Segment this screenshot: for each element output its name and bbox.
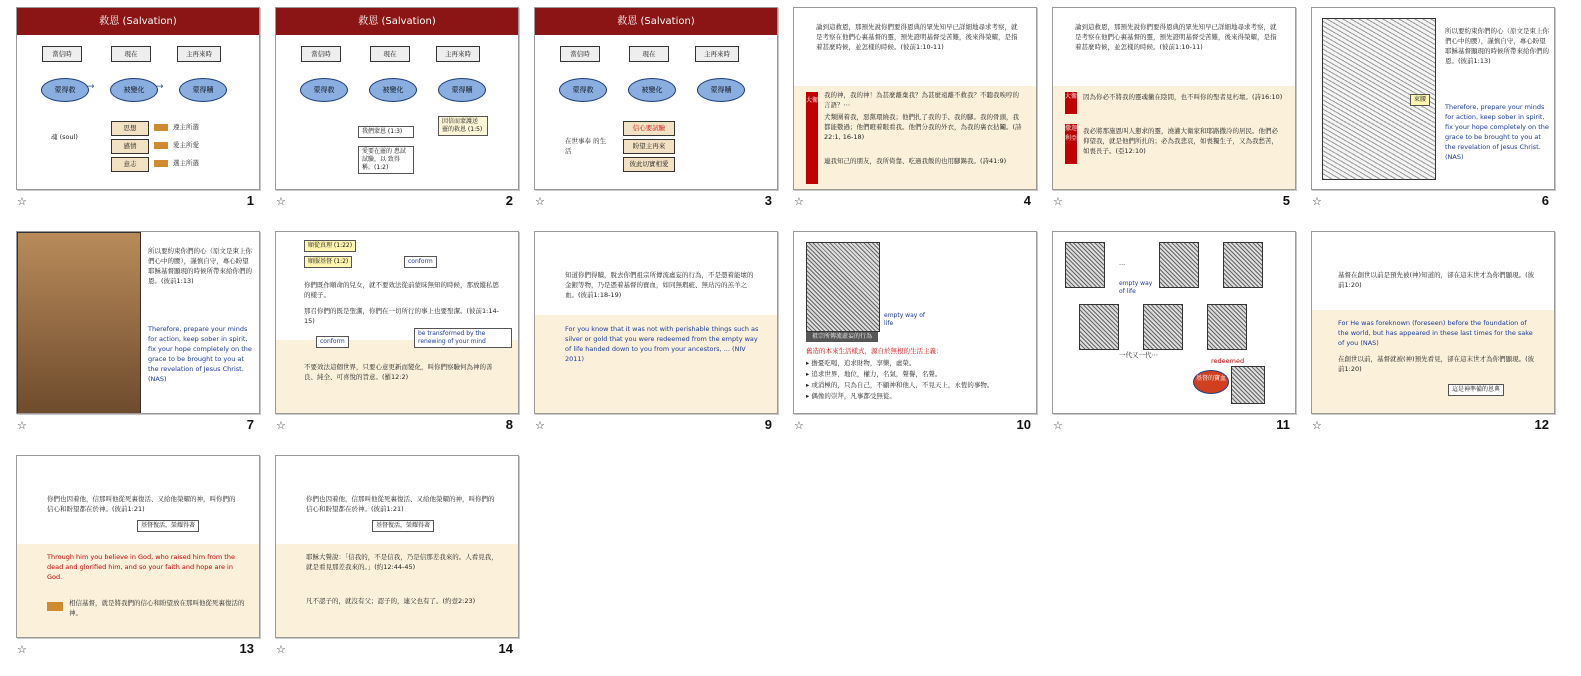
slide-4[interactable] <box>793 7 1037 190</box>
engraving-image <box>1079 304 1119 350</box>
engraving-image <box>1223 242 1263 288</box>
callout: 這是神準備的恩典 <box>1448 384 1504 396</box>
slide-7[interactable] <box>16 231 260 414</box>
top-text: 論到這救恩，那預先說你們要得恩典的眾先知早已詳細地尋求考察，就是考察在他們心裏基督的靈，預先證明基督受苦難，後來得榮耀，是指着甚麼時候，並怎樣的時候。(彼前1:10-11) <box>1075 23 1277 51</box>
redeemed-label: redeemed <box>1211 357 1245 365</box>
en-text: Therefore, prepare your minds for action, keep sober in spirit, fix your hope completely on the grace to be brought to you at the revelation of Jesus Christ. (NAS) <box>1445 103 1549 161</box>
bottom-text: 相信基督，就是將我們的信心和盼望放在那叫他從死裏復活的神。 <box>69 599 245 617</box>
stage-ellipse: 蒙得救 <box>559 78 607 102</box>
stage-ellipse: 被變化 <box>369 78 417 102</box>
slide-8[interactable] <box>275 231 519 414</box>
slide-thumb-3[interactable] <box>518 0 777 224</box>
stage-ellipse: 蒙得贖 <box>438 78 486 102</box>
callout: 基督復活，榮耀得著 <box>137 520 199 532</box>
zh-text: 在創世以前，基督就被(神)預先看見，卻在這末世才為你們顯現。(彼前1:20) <box>1338 355 1535 373</box>
slide-5[interactable] <box>1052 7 1296 190</box>
arrow-icon <box>47 602 63 611</box>
zh-text: 知道你們得贖，脫去你們祖宗所傳流虛妄的行為，不是憑着能壞的金銀等物，乃是憑着基督的寶血，如同無瑕疵、無玷污的羔羊之血。(彼前1:18-19) <box>565 271 754 299</box>
slide-title: 救恩 (Salvation) <box>535 8 777 35</box>
body-text: 你們既作順命的兒女，就不要效法從前蒙昧無知的時候，那放縱私慾的樣子。 <box>304 281 499 299</box>
stage-ellipse: 蒙得救 <box>41 78 89 102</box>
body-text: 不要效法這個世界，只要心意更新而變化，叫你們察驗何為神的善良、純全、可喜悅的旨意。(羅12:2) <box>304 363 493 381</box>
time-box: 當信時 <box>301 46 341 62</box>
slide-thumb-4[interactable] <box>777 0 1036 224</box>
star-icon[interactable]: ☆ <box>1312 419 1322 432</box>
engraving-image <box>1065 242 1105 288</box>
slide-12[interactable] <box>1311 231 1555 414</box>
bullet-text: 追求世界，地位，權力，名氣，聲譽，名聲。 <box>811 370 942 378</box>
slide-thumb-11[interactable] <box>1036 224 1295 448</box>
soul-part: 意志 <box>111 157 149 172</box>
slide-number: 4 <box>1023 193 1031 208</box>
en-text <box>47 552 242 582</box>
slide-9[interactable] <box>534 231 778 414</box>
bullet: ▸ 或消極的，只為自己，不顧神和他人，不見天上，永恆的事物。 <box>806 381 994 389</box>
arrow-icon <box>154 142 168 149</box>
soul-result: 愛主所愛 <box>173 141 199 149</box>
time-box: 現在 <box>111 46 151 62</box>
star-icon[interactable]: ☆ <box>1053 195 1063 208</box>
bullet-text: 偶像的崇拜，凡事都受無從。 <box>811 392 896 400</box>
slide-number: 10 <box>1016 417 1031 432</box>
slide-thumb-12[interactable] <box>1295 224 1554 448</box>
item-box: 彼此切實相愛 <box>623 157 675 172</box>
callout: 順服基督 (1:2) <box>304 256 352 268</box>
star-icon[interactable]: ☆ <box>17 643 27 656</box>
slide-1[interactable] <box>16 7 260 190</box>
slide-number: 5 <box>1282 193 1290 208</box>
callout: 因信而蒙護送 靈的救恩 (1:5) <box>438 116 488 136</box>
caption: empty way of life <box>1119 280 1153 295</box>
time-box: 主再來時 <box>177 46 221 62</box>
slide-thumb-13[interactable] <box>0 448 259 672</box>
soul-result: 遵主所選 <box>173 123 199 131</box>
slide-number: 2 <box>505 193 513 208</box>
slide-title: 救恩 (Salvation) <box>276 8 518 35</box>
zh-text: 你們也因着他，信那叫他從死裏復活、又給他榮耀的神，叫你們的信心和盼望都在於神。(彼前1:21) <box>306 495 495 513</box>
star-icon[interactable]: ☆ <box>17 419 27 432</box>
slide-13[interactable] <box>16 455 260 638</box>
slide-number: 8 <box>505 417 513 432</box>
caption-bar: 祖宗所傳流虛妄的行為 <box>806 332 878 342</box>
slide-number: 7 <box>246 417 254 432</box>
body-text: 耶穌大聲說：「信我的，不是信我，乃是信那差我來的。人看見我，就是看見那差我來的。」(約12:44-45) <box>306 553 498 571</box>
stage-ellipse: 蒙得贖 <box>697 78 745 102</box>
tag: 大衛 <box>1065 92 1077 114</box>
left-label: 在世事奉 的生活 <box>565 137 607 155</box>
star-icon[interactable]: ☆ <box>276 419 286 432</box>
slide-number: 3 <box>764 193 772 208</box>
star-icon[interactable]: ☆ <box>794 419 804 432</box>
arrow-icon <box>154 160 168 167</box>
arrow-icon <box>154 124 168 131</box>
soul-part: 感情 <box>111 139 149 154</box>
slide-thumb-9[interactable] <box>518 224 777 448</box>
slide-number: 1 <box>246 193 254 208</box>
slide-number: 9 <box>764 417 772 432</box>
engraving-image <box>1159 242 1199 288</box>
body-text: 那召你們的既是聖潔，你們在一切所行的事上也要聖潔。(彼前1:14-15) <box>304 307 499 325</box>
star-icon[interactable]: ☆ <box>1053 419 1063 432</box>
slide-thumb-7[interactable] <box>0 224 259 448</box>
slide-10[interactable] <box>793 231 1037 414</box>
callout: 基督復活，榮耀得著 <box>372 520 434 532</box>
slide-thumb-6[interactable] <box>1295 0 1554 224</box>
slide-thumb-14[interactable] <box>259 448 518 672</box>
slide-6[interactable] <box>1311 7 1555 190</box>
soul-label: 魂 (soul) <box>51 133 78 141</box>
time-box: 主再來時 <box>695 46 739 62</box>
en-text: For you know that it was not with perishable things such as silver or gold that you were redeemed from the empty way of life handed down to you from your ancestors, ... (NIV 2011) <box>565 325 759 363</box>
soul-result: 選主所選 <box>173 159 199 167</box>
star-icon[interactable]: ☆ <box>17 195 27 208</box>
time-box: 主再來時 <box>436 46 480 62</box>
engraving-image <box>806 242 880 332</box>
en-text: Therefore, prepare your minds for action, keep sober in spirit, fix your hope completely on the grace to be brought to you at the revelation of Jesus Christ. (NAS) <box>148 325 252 383</box>
bullet-text: 擔憂吃喝，追求財物，享樂，虛榮。 <box>811 359 916 367</box>
zh-text: 所以要約束你們的心（原文是束上你們心中的腰），謹慎自守，專心盼望耶穌基督顯現的時候所帶來給你們的恩。(彼前1:13) <box>1445 27 1549 65</box>
callout: 束腰 <box>1410 94 1430 106</box>
star-icon[interactable]: ☆ <box>276 643 286 656</box>
time-box: 當信時 <box>560 46 600 62</box>
body-text: 因為你必不將我的靈魂撇在陰間，也不叫你的聖者見朽壞。(詩16:10) <box>1083 93 1283 101</box>
star-icon[interactable]: ☆ <box>276 195 286 208</box>
en-text: For He was foreknown (foreseen) before the foundation of the world, but has appeared in these last times for the sake of you (NAS) <box>1338 319 1533 347</box>
blood-badge: 基督的寶血 <box>1193 370 1229 394</box>
slide-2[interactable] <box>275 7 519 190</box>
slide-number: 12 <box>1534 417 1549 432</box>
callout: conform <box>316 336 349 348</box>
slide-thumb-10[interactable] <box>777 224 1036 448</box>
body-text: 凡不認子的，就沒有父；認子的，連父也有了。(約壹2:23) <box>306 597 476 605</box>
bullet: ▸ 偶像的崇拜，凡事都受無從。 <box>806 392 896 400</box>
body-text: 連我知己的朋友，我所倚靠、吃過我飯的也用腳踢我。(詩41:9) <box>824 157 1007 165</box>
zh-text: 你們也因着他，信那叫他從死裏復活、又給他榮耀的神，叫你們的信心和盼望都在於神。(彼前1:21) <box>47 495 236 513</box>
engraving-image <box>1143 304 1183 350</box>
slide-11[interactable] <box>1052 231 1296 414</box>
star-icon[interactable]: ☆ <box>1312 195 1322 208</box>
slide-title: 救恩 (Salvation) <box>17 8 259 35</box>
body-text: 犬類圍着我，惡黨環繞我；他們扎了我的手、我的腳。我的骨頭，我都能數過；他們瞪着眼看我。他們分我的外衣，為我的裏衣拈鬮。(詩22:1, 16-18) <box>824 113 1022 141</box>
body-text: 我必將那施恩叫人懇求的靈，澆灌大衛家和耶路撒冷的居民。他們必仰望我，就是他們所扎的；必為我悲哀，如喪獨生子，又為我愁苦，如喪長子。(亞12:10) <box>1083 127 1278 155</box>
stage-ellipse: 被變化 <box>110 78 158 102</box>
time-box: 現在 <box>629 46 669 62</box>
time-box: 現在 <box>370 46 410 62</box>
item-box: 盼望主再來 <box>623 139 675 154</box>
slide-thumb-2[interactable] <box>259 0 518 224</box>
item-box: 信心要試驗 <box>623 121 675 136</box>
generations-label: 一代又一代⋯ <box>1119 351 1158 359</box>
zh-text: 基督在創世以前是預先被(神)知道的，卻在這末世才為你們顯現。(彼前1:20) <box>1338 271 1535 289</box>
time-box: 當信時 <box>42 46 82 62</box>
tag: 大衛 <box>806 92 818 184</box>
engraving-image <box>1207 304 1247 350</box>
intro-text: 舊造的本來生活樣式，源自於無根的生活主義： <box>806 347 943 355</box>
body-text: 我的神，我的神！為甚麼離棄我？為甚麼遠離不救我？不聽我唉哼的言語？⋯ <box>824 91 1019 109</box>
stage-ellipse: 蒙得贖 <box>179 78 227 102</box>
slide-number: 14 <box>498 641 513 656</box>
engraving-image <box>1231 366 1265 404</box>
slide-number: 13 <box>239 641 254 656</box>
callout: 我們蒙恩 (1:3) <box>358 126 414 138</box>
bullet: ▸ 追求世界，地位，權力，名氣，聲譽，名聲。 <box>806 370 942 378</box>
slide-number: 11 <box>1276 417 1290 432</box>
painting-image <box>17 232 141 414</box>
callout: 順從真理 (1:22) <box>304 240 356 252</box>
bullet: ▸ 擔憂吃喝，追求財物，享樂，虛榮。 <box>806 359 916 367</box>
caption: empty way of life <box>884 312 925 327</box>
callout: 愛要在靈的 患試試驗，以 致得稱。(1:2) <box>358 146 414 174</box>
slide-14[interactable] <box>275 455 519 638</box>
zh-text: 所以要約束你們的心（原文是束上你們心中的腰），謹慎自守，專心盼望耶穌基督顯現的時候所帶來給你們的恩。(彼前1:13) <box>148 247 252 285</box>
callout: conform <box>404 256 437 268</box>
tag: 撒迦利亞 <box>1065 124 1077 164</box>
star-icon[interactable]: ☆ <box>535 195 545 208</box>
arrow-icon: → <box>156 82 164 92</box>
top-text: 論到這救恩，那預先說你們要得恩典的眾先知早已詳細地尋求考察，就是考察在他們心裏基督的靈，預先證明基督受苦難，後來得榮耀，是指着甚麼時候，並怎樣的時候。(彼前1:10-11) <box>816 23 1018 51</box>
arrow-icon: → <box>87 82 95 92</box>
stage-ellipse: 被變化 <box>628 78 676 102</box>
slide-3[interactable] <box>534 7 778 190</box>
star-icon[interactable]: ☆ <box>794 195 804 208</box>
slide-thumb-5[interactable] <box>1036 0 1295 224</box>
ellipsis: ... <box>1119 259 1126 267</box>
slide-thumb-8[interactable] <box>259 224 518 448</box>
star-icon[interactable]: ☆ <box>535 419 545 432</box>
soul-part: 思想 <box>111 121 149 136</box>
slide-thumb-1[interactable] <box>0 0 259 224</box>
stage-ellipse: 蒙得救 <box>300 78 348 102</box>
callout: be transformed by the renewing of your mind <box>414 328 512 348</box>
en-text-span: Through him you believe in God, who raised him from the dead and glorified him, and so your faith and hope are in God. <box>47 553 235 581</box>
bullet-text: 或消極的，只為自己，不顧神和他人，不見天上，永恆的事物。 <box>811 381 994 389</box>
slide-number: 6 <box>1541 193 1549 208</box>
